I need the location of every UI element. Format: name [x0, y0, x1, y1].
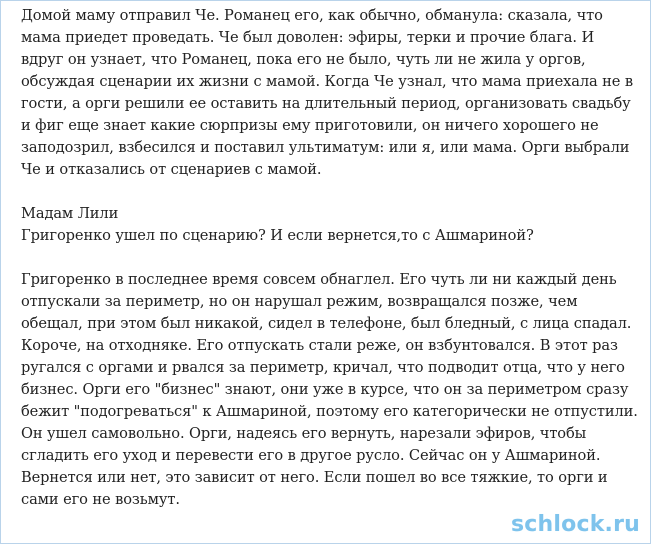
text-line: сгладить его уход и перевести его в другое русло. Сейчас он у Ашмариной.	[21, 447, 601, 464]
article-text	[21, 5, 646, 511]
text-line: бежит "подогреваться" к Ашмариной, поэтому его категорически не отпустили.	[21, 403, 638, 420]
text-line: сами его не возьмут.	[21, 491, 180, 508]
text-line: отпускали за периметр, но он нарушал режим, возвращался позже, чем	[21, 293, 578, 310]
text-line: гости, а орги решили ее оставить на длительный период, организовать свадьбу	[21, 95, 631, 112]
text-line: Короче, на отходняке. Его отпускать стали реже, он взбунтовался. В этот раз	[21, 337, 618, 354]
text-line: Григоренко в последнее время совсем обнаглел. Его чуть ли ни каждый день	[21, 271, 617, 288]
text-line: Че и отказались от сценариев с мамой.	[21, 161, 322, 178]
text-line: бизнес. Орги его "бизнес" знают, они уже в курсе, что он за периметром сразу	[21, 381, 629, 398]
question-text: Григоренко ушел по сценарию? И если вернется,то с Ашмариной?	[21, 227, 534, 244]
paragraph-gap	[21, 247, 646, 269]
question-author: Мадам Лили	[21, 205, 119, 222]
text-line: Вернется или нет, это зависит от него. Если пошел во все тяжкие, то орги и	[21, 469, 608, 486]
text-line: мама приедет проведать. Че был доволен: эфиры, терки и прочие блага. И	[21, 29, 595, 46]
text-line: заподозрил, взбесился и поставил ультиматум: или я, или мама. Орги выбрали	[21, 139, 630, 156]
paragraph-gap	[21, 181, 646, 203]
paragraph-2	[21, 203, 646, 247]
text-line: и фиг еще знает какие сюрпризы ему приготовили, он ничего хорошего не	[21, 117, 599, 134]
text-line: Он ушел самовольно. Орги, надеясь его вернуть, нарезали эфиров, чтобы	[21, 425, 587, 442]
paragraph-3	[21, 269, 646, 511]
site-watermark: schlock.ru	[511, 512, 640, 537]
text-line: обсуждая сценарии их жизни с мамой. Когда Че узнал, что мама приехала не в	[21, 73, 633, 90]
text-line: обещал, при этом был никакой, сидел в телефоне, был бледный, с лица спадал.	[21, 315, 632, 332]
text-line: ругался с оргами и рвался за периметр, кричал, что подводит отца, что у него	[21, 359, 625, 376]
text-line: вдруг он узнает, что Романец, пока его не было, чуть ли не жила у оргов,	[21, 51, 586, 68]
paragraph-1	[21, 5, 646, 181]
text-line: Домой маму отправил Че. Романец его, как обычно, обманула: сказала, что	[21, 7, 603, 24]
